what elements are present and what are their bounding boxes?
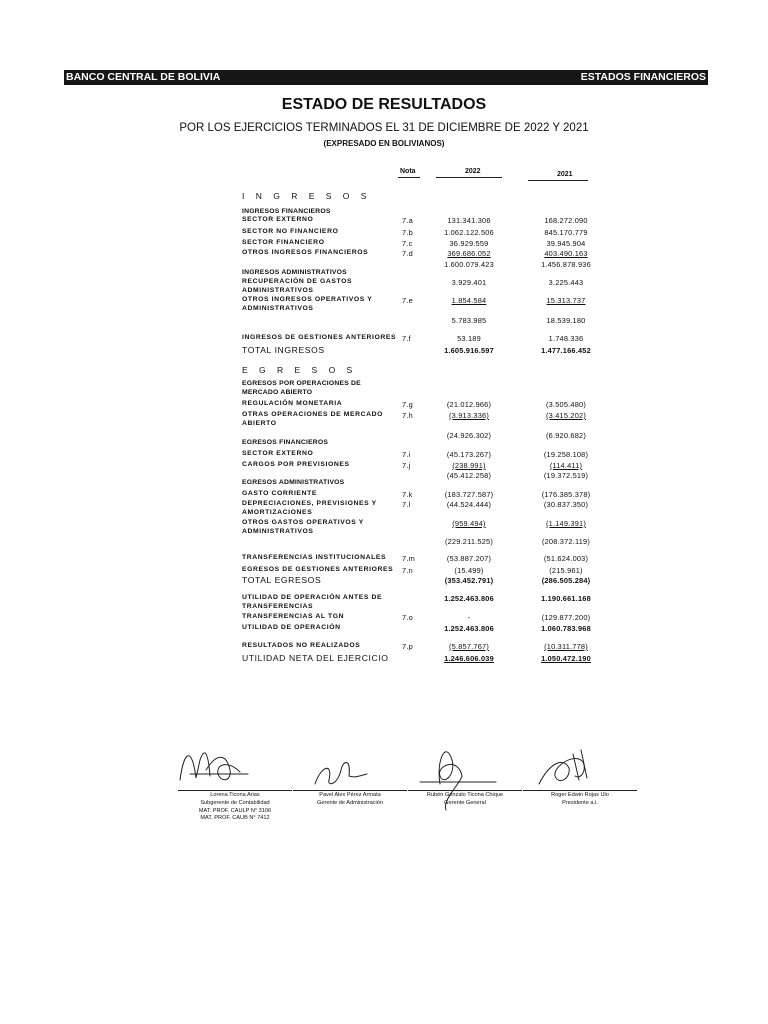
statement-period: POR LOS EJERCICIOS TERMINADOS EL 31 DE DICIEMBRE DE 2022 Y 2021 bbox=[179, 122, 589, 134]
bank-name: BANCO CENTRAL DE BOLIVIA bbox=[66, 71, 221, 83]
value-2021: (51.624.003) bbox=[543, 554, 589, 563]
statement-row bbox=[0, 411, 768, 427]
row-note-ref: 7.o bbox=[402, 613, 413, 622]
row-note-ref: 7.g bbox=[402, 400, 413, 409]
statement-row bbox=[0, 537, 768, 548]
value-2021: (129.877.200) bbox=[541, 613, 591, 622]
signatory-name: Lorena Ticona Arias bbox=[210, 792, 260, 798]
row-note-ref: 7.h bbox=[402, 411, 413, 420]
value-2022: (45.173.267) bbox=[446, 450, 492, 459]
signatory-name: Roger Edwin Rojas Ulo bbox=[551, 792, 609, 798]
value-2021: 18.539.180 bbox=[546, 316, 586, 325]
column-rule bbox=[436, 177, 502, 178]
value-2021: 1.477.166.452 bbox=[541, 346, 591, 355]
value-2021: 1.050.472.190 bbox=[541, 654, 591, 663]
value-2021: (6.920.682) bbox=[545, 431, 586, 440]
value-2022: 1.600.079.423 bbox=[444, 260, 494, 269]
column-header-2021: 2021 bbox=[557, 171, 573, 178]
row-label: OTROS INGRESOS OPERATIVOS Y ADMINISTRATIVOS bbox=[242, 296, 373, 312]
signatory-registration: MAT. PROF. CAULP N° 3106 bbox=[198, 807, 272, 814]
signature bbox=[170, 740, 300, 830]
row-note-ref: 7.k bbox=[402, 490, 413, 499]
value-2021: (10.311.778) bbox=[544, 642, 588, 651]
row-note-ref: 7.m bbox=[402, 554, 415, 563]
value-2022: (45.412.258) bbox=[446, 471, 492, 480]
row-note-ref: 7.i bbox=[402, 450, 411, 459]
statement-row bbox=[0, 479, 768, 490]
value-2022: (353.452.791) bbox=[444, 576, 494, 585]
column-rule bbox=[528, 180, 588, 181]
row-label: EGRESOS FINANCIEROS bbox=[242, 439, 329, 446]
value-2021: 1.748.336 bbox=[548, 334, 584, 343]
row-label: SECTOR FINANCIERO bbox=[242, 239, 325, 246]
row-label: SECTOR EXTERNO bbox=[242, 450, 314, 457]
signatory-role: Gerente de Administración bbox=[317, 799, 383, 806]
value-2022: 5.783.985 bbox=[451, 316, 487, 325]
column-header-2022: 2022 bbox=[465, 168, 481, 175]
row-label: EGRESOS ADMINISTRATIVOS bbox=[242, 479, 345, 486]
value-2022: - bbox=[467, 613, 471, 622]
value-2021: (215.961) bbox=[549, 566, 583, 575]
value-2021: (208.372.119) bbox=[541, 537, 591, 546]
value-2022: (959.494) bbox=[452, 519, 486, 528]
section-heading bbox=[0, 192, 768, 203]
section-heading bbox=[0, 366, 768, 377]
value-2022: 131.341.306 bbox=[447, 216, 491, 225]
row-label: TOTAL EGRESOS bbox=[242, 575, 322, 585]
value-2022: 53.189 bbox=[457, 334, 481, 343]
value-2022: (3.913.336) bbox=[448, 411, 489, 420]
statement-row bbox=[0, 594, 768, 610]
statement-row bbox=[0, 316, 768, 327]
value-2021: 3.225.443 bbox=[548, 278, 584, 287]
statement-row bbox=[0, 228, 768, 239]
row-note-ref: 7.j bbox=[402, 461, 411, 470]
row-label: TRANSFERENCIAS AL TGN bbox=[242, 613, 345, 620]
value-2021: (286.505.284) bbox=[541, 576, 591, 585]
row-label: EGRESOS DE GESTIONES ANTERIORES bbox=[242, 566, 394, 573]
value-2022: (21.012.966) bbox=[446, 400, 492, 409]
value-2022: (183.727.587) bbox=[444, 490, 494, 499]
row-label: INGRESOS ADMINISTRATIVOS bbox=[242, 269, 347, 276]
value-2021: (30.837.350) bbox=[543, 500, 589, 509]
value-2022: 1.854.584 bbox=[451, 296, 487, 305]
value-2021: 15.313.737 bbox=[546, 296, 586, 305]
signatory-role: Gerente General bbox=[444, 799, 486, 806]
row-label: UTILIDAD DE OPERACIÓN bbox=[242, 624, 341, 631]
row-label: SECTOR NO FINANCIERO bbox=[242, 228, 339, 235]
row-note-ref: 7.l bbox=[402, 500, 411, 509]
row-note-ref: 7.c bbox=[402, 239, 413, 248]
row-note-ref: 7.b bbox=[402, 228, 413, 237]
value-2022: 1.062.122.506 bbox=[444, 228, 494, 237]
value-2021: (19.258.108) bbox=[543, 450, 589, 459]
row-label: SECTOR EXTERNO bbox=[242, 216, 314, 223]
signatory-details bbox=[170, 792, 300, 823]
value-2022: 1.252.463.806 bbox=[444, 624, 494, 633]
signatory-registration: MAT. PROF. CAUB N° 7412 bbox=[200, 815, 270, 822]
signatory-name: Pavel Alex Pérez Armata bbox=[319, 792, 381, 798]
row-label: OTRAS OPERACIONES DE MERCADO ABIERTO bbox=[242, 411, 384, 427]
row-label: RECUPERACIÓN DE GASTOS ADMINISTRATIVOS bbox=[242, 278, 353, 294]
value-2021: (1.149.391) bbox=[545, 519, 586, 528]
value-2021: 39.945.904 bbox=[546, 239, 586, 248]
row-label: OTROS GASTOS OPERATIVOS Y ADMINISTRATIVOS bbox=[242, 519, 364, 535]
value-2021: (114.411) bbox=[549, 461, 583, 470]
statement-row bbox=[0, 216, 768, 227]
value-2021: 845.170.779 bbox=[544, 228, 588, 237]
row-label: TRANSFERENCIAS INSTITUCIONALES bbox=[242, 554, 387, 561]
statement-row bbox=[0, 624, 768, 635]
statement-row bbox=[0, 346, 768, 357]
value-2021: (3.415.202) bbox=[545, 411, 586, 420]
statement-row bbox=[0, 278, 768, 294]
statement-row bbox=[0, 554, 768, 565]
row-label: UTILIDAD DE OPERACIÓN ANTES DE TRANSFERENCIAS bbox=[242, 594, 383, 610]
statement-row bbox=[0, 576, 768, 587]
value-2021: (19.372.519) bbox=[543, 471, 589, 480]
row-note-ref: 7.a bbox=[402, 216, 413, 225]
row-label: REGULACIÓN MONETARIA bbox=[242, 400, 343, 407]
value-2021: (176.385.378) bbox=[541, 490, 591, 499]
signature-line bbox=[293, 790, 407, 791]
signatory-name: Rubén Gonzalo Ticona Chique bbox=[426, 792, 504, 798]
value-2022: 1.246.606.039 bbox=[444, 654, 494, 663]
value-2022: 1.605.916.597 bbox=[444, 346, 494, 355]
row-label: E G R E S O S bbox=[242, 365, 357, 375]
statement-row bbox=[0, 450, 768, 461]
header-bar bbox=[64, 70, 708, 85]
currency-note: (EXPRESADO EN BOLIVIANOS) bbox=[323, 139, 445, 148]
value-2022: (15.499) bbox=[454, 566, 484, 575]
statement-row bbox=[0, 439, 768, 450]
signatory-role: Subgerente de Contabilidad bbox=[200, 799, 270, 806]
signature-line bbox=[178, 790, 292, 791]
value-2021: 168.272.090 bbox=[544, 216, 588, 225]
row-note-ref: 7.d bbox=[402, 249, 413, 258]
value-2022: (24.926.302) bbox=[446, 431, 492, 440]
row-note-ref: 7.e bbox=[402, 296, 413, 305]
value-2022: 1.252.463.806 bbox=[444, 594, 494, 603]
value-2022: (5.857.767) bbox=[448, 642, 489, 651]
signature bbox=[285, 740, 415, 830]
row-note-ref: 7.p bbox=[402, 642, 413, 651]
value-2022: 3.929.401 bbox=[451, 278, 487, 287]
row-label: INGRESOS FINANCIEROS bbox=[242, 208, 331, 215]
signature bbox=[400, 740, 530, 830]
row-label: OTROS INGRESOS FINANCIEROS bbox=[242, 249, 369, 256]
row-note-ref: 7.f bbox=[402, 334, 411, 343]
value-2021: (3.505.480) bbox=[545, 400, 586, 409]
signature-line bbox=[408, 790, 522, 791]
statement-row bbox=[0, 519, 768, 535]
row-label: UTILIDAD NETA DEL EJERCICIO bbox=[242, 653, 389, 663]
statement-row bbox=[0, 334, 768, 345]
row-label: I N G R E S O S bbox=[242, 191, 371, 201]
row-label: CARGOS POR PREVISIONES bbox=[242, 461, 350, 468]
signature-line bbox=[523, 790, 637, 791]
row-label: TOTAL INGRESOS bbox=[242, 345, 325, 355]
value-2021: 403.490.163 bbox=[544, 249, 588, 258]
value-2021: 1.060.783.968 bbox=[541, 624, 591, 633]
signatory-details bbox=[515, 792, 645, 808]
signatory-details bbox=[400, 792, 530, 808]
statement-row bbox=[0, 400, 768, 411]
statement-row bbox=[0, 500, 768, 516]
row-label: DEPRECIACIONES, PREVISIONES Y AMORTIZACIONES bbox=[242, 500, 377, 516]
value-2022: (238.991) bbox=[452, 461, 486, 470]
statement-row bbox=[0, 249, 768, 260]
row-note-ref: 7.n bbox=[402, 566, 413, 575]
column-rule bbox=[398, 177, 420, 178]
statement-row bbox=[0, 380, 768, 396]
column-header-nota: Nota bbox=[400, 168, 416, 175]
value-2021: 1.456.878.936 bbox=[541, 260, 591, 269]
row-label: INGRESOS DE GESTIONES ANTERIORES bbox=[242, 334, 397, 341]
statement-title: ESTADO DE RESULTADOS bbox=[281, 96, 487, 113]
row-label: RESULTADOS NO REALIZADOS bbox=[242, 642, 361, 649]
signatory-details bbox=[285, 792, 415, 808]
row-label: GASTO CORRIENTE bbox=[242, 490, 317, 497]
value-2022: 36.929.559 bbox=[449, 239, 489, 248]
statement-row bbox=[0, 613, 768, 624]
value-2022: (229.211.525) bbox=[444, 537, 494, 546]
statement-row bbox=[0, 642, 768, 653]
value-2022: 369.686.052 bbox=[447, 249, 491, 258]
row-label: EGRESOS POR OPERACIONES DE MERCADO ABIERTO bbox=[242, 380, 361, 396]
statement-row bbox=[0, 654, 768, 665]
signature bbox=[515, 740, 645, 830]
section-name: ESTADOS FINANCIEROS bbox=[580, 71, 706, 83]
statement-row bbox=[0, 296, 768, 312]
signatory-role: Presidente a.i. bbox=[562, 799, 598, 806]
value-2022: (53.887.207) bbox=[446, 554, 492, 563]
value-2022: (44.524.444) bbox=[446, 500, 492, 509]
value-2021: 1.190.661.168 bbox=[541, 594, 591, 603]
